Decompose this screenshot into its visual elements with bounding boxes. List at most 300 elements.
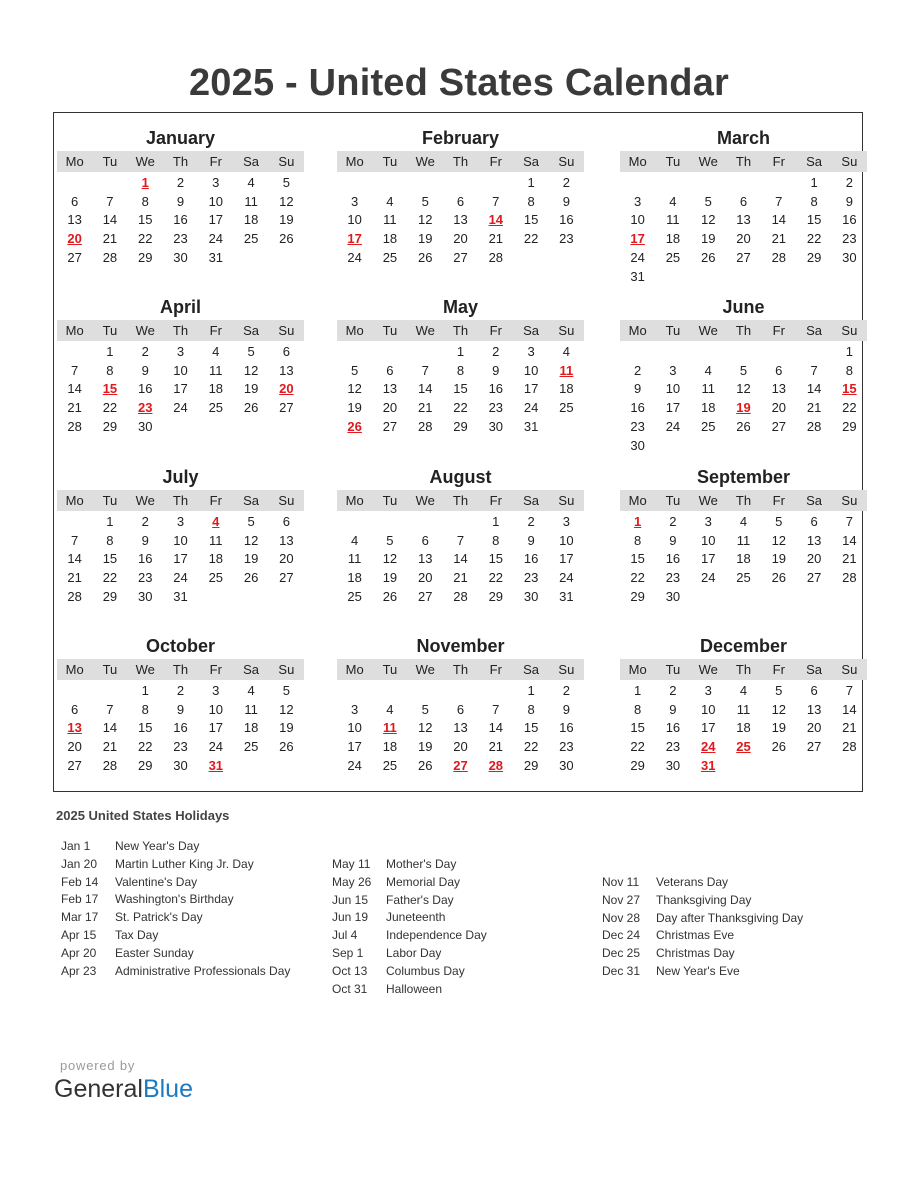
holiday-date: 26: [347, 418, 362, 434]
day-cell: 6: [386, 362, 394, 378]
day-cell: 30: [488, 418, 504, 434]
weekday-label: Th: [735, 662, 752, 677]
day-cell: 4: [669, 193, 677, 209]
day-cell: 27: [453, 249, 468, 265]
day-cell: 8: [810, 193, 818, 209]
day-cell: 23: [842, 231, 857, 247]
day-cell: 20: [382, 400, 398, 416]
holiday-name: New Year's Day: [115, 839, 200, 853]
holiday-row: [602, 963, 803, 981]
day-cell: 27: [67, 249, 82, 265]
holiday-date-label: Feb 14: [61, 874, 99, 889]
day-cell: 19: [771, 720, 787, 736]
day-cell: 23: [559, 739, 574, 755]
day-cell: 13: [806, 532, 822, 548]
day-cell: 13: [453, 720, 468, 736]
day-cell: 24: [347, 249, 362, 265]
day-cell: 22: [806, 231, 822, 247]
holiday-date-label: Jul 4: [332, 928, 358, 943]
day-cell: 21: [806, 400, 822, 416]
day-cell: 8: [845, 362, 853, 378]
day-cell: 9: [634, 381, 642, 397]
day-cell: 25: [665, 249, 681, 265]
holiday-name: Washington's Birthday: [115, 892, 234, 907]
weekday-header: [337, 490, 584, 511]
day-cell: 29: [137, 757, 153, 773]
day-cell: 29: [523, 757, 539, 773]
weekday-label: Tu: [102, 323, 118, 338]
day-cell: 24: [173, 400, 188, 416]
day-cell: 25: [736, 570, 751, 586]
holiday-date: 31: [700, 757, 716, 773]
month-name: October: [145, 636, 215, 656]
holiday-date-label: Jun 15: [332, 892, 369, 907]
weekday-label: Mo: [628, 154, 647, 169]
holiday-name: Christmas Day: [656, 946, 735, 961]
day-cell: 9: [492, 362, 500, 378]
day-cell: 19: [347, 400, 362, 416]
holiday-date-label: Dec 25: [602, 946, 641, 961]
weekday-label: Su: [558, 154, 575, 169]
weekday-header: [620, 151, 867, 172]
holiday-date: 11: [383, 720, 397, 736]
holiday-row: [602, 892, 803, 910]
holiday-column: [61, 838, 290, 980]
weekday-label: Sa: [806, 493, 823, 508]
weekday-label: Sa: [806, 662, 823, 677]
day-cell: 28: [417, 418, 433, 434]
day-cell: 23: [173, 739, 188, 755]
holiday-date-label: Dec 31: [602, 963, 641, 978]
weekday-label: Mo: [65, 323, 84, 338]
powered-by-text: powered by: [60, 1058, 136, 1073]
day-cell: 7: [421, 362, 429, 378]
weekday-label: Tu: [102, 662, 118, 677]
day-cell: 30: [137, 588, 153, 604]
day-cell: 18: [243, 212, 259, 228]
weekday-header: [57, 320, 304, 341]
day-cell: 10: [630, 212, 645, 228]
day-cell: 24: [630, 249, 645, 265]
weekday-label: Tu: [382, 493, 398, 508]
weekday-label: Mo: [345, 662, 364, 677]
day-cell: 16: [559, 212, 574, 228]
day-cell: 21: [67, 400, 82, 416]
month-name: July: [162, 467, 199, 487]
holiday-date-label: Sep 1: [332, 945, 364, 960]
day-cell: 3: [562, 514, 570, 529]
day-cell: 4: [351, 532, 359, 548]
weekday-header: [620, 490, 867, 511]
weekday-label: Su: [278, 662, 295, 677]
day-cell: 6: [810, 514, 818, 529]
day-cell: 7: [492, 701, 500, 717]
weekday-label: We: [135, 154, 155, 169]
day-cell: 30: [137, 418, 153, 434]
weekday-header: [620, 659, 867, 680]
day-cell: 26: [771, 570, 787, 586]
day-cell: 21: [488, 739, 504, 755]
weekday-label: Sa: [806, 154, 823, 169]
weekday-label: Su: [558, 493, 575, 508]
day-cell: 28: [67, 588, 82, 604]
day-cell: 2: [527, 514, 535, 529]
day-cell: 23: [523, 570, 539, 586]
holiday-date: 23: [137, 400, 153, 416]
month-name: September: [696, 467, 791, 487]
day-cell: 5: [282, 683, 290, 698]
holiday-date: 24: [700, 739, 716, 755]
weekday-label: Fr: [209, 493, 222, 508]
day-cell: 5: [421, 193, 429, 209]
holiday-name: Administrative Professionals Day: [115, 963, 291, 978]
day-cell: 8: [106, 532, 114, 548]
day-cell: 29: [806, 249, 822, 265]
holiday-name: Valentine's Day: [115, 874, 198, 889]
day-cell: 7: [106, 701, 114, 717]
weekday-label: We: [415, 323, 435, 338]
weekday-label: Sa: [243, 323, 260, 338]
day-cell: 3: [351, 193, 359, 209]
day-cell: 12: [417, 212, 433, 228]
weekday-label: Sa: [523, 493, 540, 508]
day-cell: 15: [488, 551, 504, 567]
holiday-name: Independence Day: [386, 928, 487, 943]
day-cell: 12: [417, 720, 433, 736]
day-cell: 20: [453, 739, 468, 755]
day-cell: 12: [347, 381, 362, 397]
day-cell: 4: [212, 344, 220, 359]
day-cell: 1: [456, 344, 465, 359]
day-cell: 29: [488, 588, 504, 604]
holiday-row: [602, 910, 803, 928]
month-name: November: [416, 636, 505, 656]
day-cell: 10: [347, 212, 362, 228]
day-cell: 27: [771, 418, 787, 434]
day-cell: 17: [559, 551, 574, 567]
day-cell: 5: [247, 514, 255, 529]
day-cell: 3: [351, 701, 359, 717]
holiday-row: [332, 856, 487, 874]
day-cell: 19: [382, 570, 398, 586]
day-cell: 2: [845, 175, 853, 190]
day-cell: 3: [634, 193, 642, 209]
day-cell: 8: [106, 362, 114, 378]
day-cell: 16: [630, 400, 645, 416]
weekday-label: Tu: [665, 493, 681, 508]
day-cell: 21: [67, 570, 82, 586]
day-cell: 27: [279, 570, 294, 586]
weekday-header: [337, 659, 584, 680]
day-cell: 21: [102, 739, 118, 755]
day-cell: 23: [559, 231, 574, 247]
weekday-label: Tu: [665, 323, 681, 338]
day-cell: 5: [247, 344, 255, 359]
day-cell: 7: [775, 193, 783, 209]
month-name: February: [421, 128, 500, 148]
weekday-label: Mo: [628, 493, 647, 508]
day-cell: 5: [282, 175, 290, 190]
holiday-name: Easter Sunday: [115, 945, 194, 960]
day-cell: 24: [665, 418, 681, 434]
weekday-label: Th: [452, 662, 469, 677]
day-cell: 13: [771, 381, 787, 397]
day-cell: 14: [453, 551, 468, 567]
day-cell: 31: [173, 588, 188, 604]
day-cell: 5: [386, 532, 394, 548]
day-cell: 12: [771, 532, 787, 548]
weekday-label: Su: [558, 662, 575, 677]
day-cell: 30: [630, 437, 645, 453]
day-cell: 31: [630, 268, 645, 284]
day-cell: 8: [527, 193, 535, 209]
day-cell: 30: [559, 757, 574, 773]
day-cell: 8: [141, 193, 149, 209]
day-cell: 2: [562, 175, 570, 190]
day-cell: 20: [806, 720, 822, 736]
day-cell: 1: [106, 344, 114, 359]
day-cell: 6: [456, 193, 465, 209]
holiday-column: [602, 874, 803, 981]
holiday-row: [61, 963, 290, 981]
weekday-label: Mo: [628, 323, 647, 338]
day-cell: 5: [351, 362, 359, 378]
day-cell: 19: [243, 381, 259, 397]
day-cell: 31: [523, 418, 539, 434]
day-cell: 3: [176, 344, 185, 359]
day-cell: 22: [523, 739, 539, 755]
holiday-row: [61, 891, 290, 909]
day-cell: 11: [244, 701, 258, 717]
holiday-name: Juneteenth: [386, 910, 446, 925]
day-cell: 22: [453, 400, 468, 416]
page-title: 2025 - United States Calendar: [188, 62, 730, 104]
holiday-name: Labor Day: [386, 945, 442, 960]
day-cell: 19: [700, 231, 716, 247]
day-cell: 25: [208, 400, 224, 416]
day-cell: 19: [771, 551, 787, 567]
holiday-row: [602, 945, 803, 963]
day-cell: 28: [102, 249, 118, 265]
brand-general: General: [54, 1075, 143, 1103]
day-cell: 16: [842, 212, 857, 228]
day-cell: 5: [739, 362, 748, 378]
weekday-label: Fr: [489, 154, 502, 169]
holiday-date: 15: [102, 381, 118, 397]
day-cell: 12: [771, 701, 787, 717]
generalblue-logo[interactable]: [54, 1075, 193, 1104]
day-cell: 17: [208, 212, 224, 228]
weekday-header: [337, 151, 584, 172]
weekday-label: Mo: [345, 154, 364, 169]
day-cell: 3: [704, 683, 712, 698]
holidays-title: 2025 United States Holidays: [56, 808, 230, 823]
day-cell: 30: [665, 757, 681, 773]
day-cell: 2: [562, 683, 570, 698]
day-cell: 15: [137, 212, 153, 228]
holiday-row: [332, 909, 487, 927]
holiday-row: [602, 874, 803, 892]
day-cell: 9: [141, 362, 149, 378]
holiday-row: [332, 874, 487, 892]
day-cell: 26: [243, 570, 259, 586]
day-cell: 29: [102, 588, 118, 604]
holiday-date: 1: [634, 514, 642, 529]
holiday-row: [61, 945, 290, 963]
day-cell: 6: [739, 193, 748, 209]
holiday-date-label: Jan 20: [61, 856, 98, 871]
day-cell: 3: [704, 514, 712, 529]
holiday-date-label: Nov 27: [602, 892, 641, 907]
holiday-date-label: Jan 1: [61, 839, 91, 853]
day-cell: 12: [279, 701, 294, 717]
day-cell: 23: [665, 739, 681, 755]
holiday-date: 17: [630, 231, 645, 247]
weekday-label: We: [135, 493, 155, 508]
day-cell: 12: [243, 362, 259, 378]
day-cell: 29: [842, 418, 857, 434]
holiday-date: 20: [279, 381, 294, 397]
day-cell: 18: [559, 381, 574, 397]
day-cell: 29: [102, 418, 118, 434]
day-cell: 18: [243, 720, 259, 736]
day-cell: 9: [562, 701, 570, 717]
day-cell: 29: [630, 757, 645, 773]
day-cell: 26: [382, 588, 398, 604]
day-cell: 24: [559, 570, 574, 586]
holiday-row: [332, 892, 487, 910]
weekday-label: Th: [452, 493, 469, 508]
day-cell: 14: [417, 381, 433, 397]
day-cell: 28: [453, 588, 468, 604]
weekday-label: Su: [841, 493, 858, 508]
day-cell: 10: [523, 362, 539, 378]
day-cell: 30: [173, 249, 188, 265]
holiday-row: [332, 927, 487, 945]
day-cell: 24: [523, 400, 539, 416]
holiday-name: New Year's Eve: [656, 963, 740, 978]
day-cell: 14: [806, 381, 822, 397]
weekday-label: Su: [278, 323, 295, 338]
day-cell: 13: [736, 212, 751, 228]
day-cell: 1: [810, 175, 818, 190]
day-cell: 21: [417, 400, 433, 416]
holiday-date-label: May 11: [332, 857, 371, 871]
day-cell: 30: [173, 757, 188, 773]
weekday-label: Sa: [523, 662, 540, 677]
day-cell: 2: [141, 344, 149, 359]
day-cell: 14: [67, 381, 82, 397]
day-cell: 2: [492, 344, 500, 359]
day-cell: 22: [102, 570, 118, 586]
day-cell: 7: [456, 532, 465, 548]
day-cell: 27: [382, 418, 398, 434]
weekday-label: Tu: [382, 323, 398, 338]
day-cell: 6: [456, 701, 465, 717]
holiday-name: Memorial Day: [386, 874, 461, 889]
weekday-label: Tu: [382, 662, 398, 677]
day-cell: 11: [209, 532, 223, 548]
day-cell: 2: [176, 683, 185, 698]
day-cell: 14: [102, 212, 118, 228]
weekday-label: Fr: [772, 323, 785, 338]
holiday-name: Day after Thanksgiving Day: [656, 910, 804, 925]
weekday-label: We: [698, 493, 718, 508]
day-cell: 18: [208, 551, 224, 567]
day-cell: 23: [488, 400, 504, 416]
day-cell: 14: [842, 532, 857, 548]
day-cell: 20: [771, 400, 787, 416]
day-cell: 12: [243, 532, 259, 548]
weekday-header: [57, 151, 304, 172]
day-cell: 22: [523, 231, 539, 247]
day-cell: 9: [527, 532, 535, 548]
weekday-label: We: [698, 154, 718, 169]
day-cell: 18: [700, 400, 716, 416]
weekday-label: Tu: [102, 154, 118, 169]
day-cell: 18: [736, 551, 751, 567]
day-cell: 7: [845, 514, 853, 529]
day-cell: 12: [382, 551, 398, 567]
weekday-label: Su: [278, 493, 295, 508]
day-cell: 10: [173, 532, 188, 548]
day-cell: 31: [208, 249, 224, 265]
day-cell: 2: [669, 683, 677, 698]
day-cell: 17: [347, 739, 362, 755]
day-cell: 16: [559, 720, 574, 736]
weekday-label: Fr: [489, 323, 502, 338]
day-cell: 7: [71, 362, 79, 378]
day-cell: 7: [106, 193, 114, 209]
day-cell: 13: [417, 551, 433, 567]
day-cell: 14: [488, 720, 504, 736]
weekday-label: We: [698, 323, 718, 338]
weekday-label: Sa: [523, 323, 540, 338]
day-cell: 5: [775, 514, 783, 529]
holiday-date-label: Oct 31: [332, 981, 368, 996]
day-cell: 4: [247, 175, 255, 190]
day-cell: 18: [382, 231, 398, 247]
weekday-label: Th: [452, 154, 469, 169]
day-cell: 24: [208, 739, 224, 755]
day-cell: 3: [212, 175, 220, 190]
holiday-date: 1: [141, 175, 149, 190]
day-cell: 26: [243, 400, 259, 416]
day-cell: 6: [282, 344, 290, 359]
day-cell: 21: [488, 231, 504, 247]
day-cell: 2: [669, 514, 677, 529]
weekday-label: Tu: [382, 154, 398, 169]
day-cell: 2: [141, 514, 149, 529]
weekday-label: Tu: [665, 154, 681, 169]
day-cell: 16: [488, 381, 504, 397]
day-cell: 19: [417, 231, 433, 247]
holiday-date-label: Apr 15: [61, 927, 97, 942]
day-cell: 6: [775, 362, 783, 378]
day-cell: 6: [71, 701, 79, 717]
day-cell: 9: [669, 701, 677, 717]
holiday-row: [61, 874, 290, 892]
holiday-date-label: Oct 13: [332, 963, 368, 978]
holiday-row: [61, 856, 290, 874]
holiday-name: Veterans Day: [656, 875, 729, 889]
day-cell: 29: [137, 249, 153, 265]
weekday-label: Th: [172, 493, 189, 508]
day-cell: 4: [562, 344, 570, 359]
day-cell: 25: [382, 249, 398, 265]
day-cell: 21: [453, 570, 468, 586]
weekday-label: Tu: [665, 662, 681, 677]
